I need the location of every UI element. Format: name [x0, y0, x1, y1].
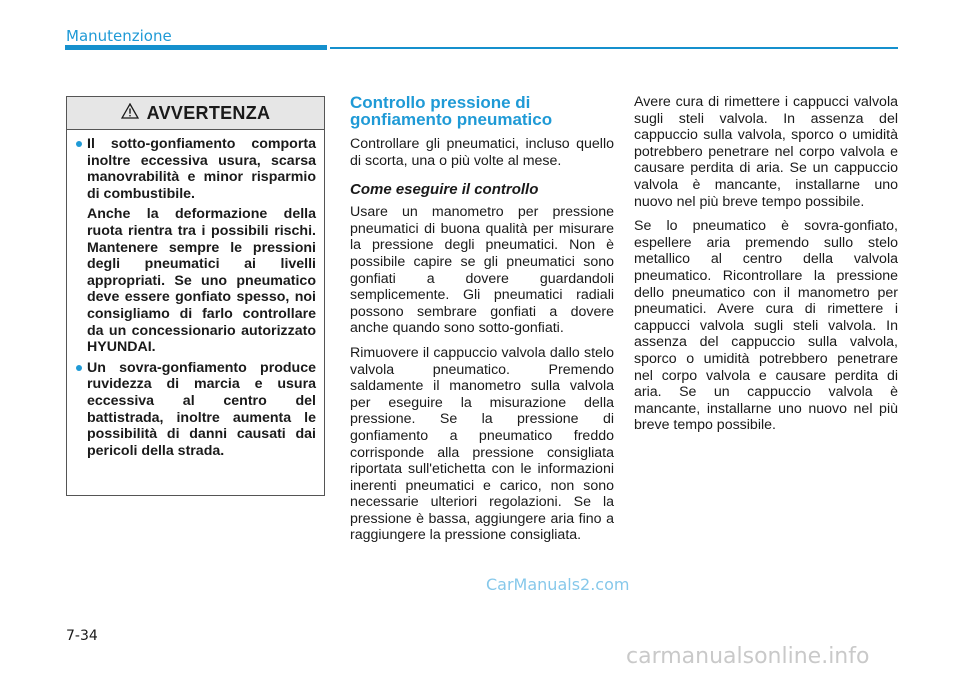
warning-item	[75, 136, 316, 356]
header-rule-thick	[65, 45, 327, 50]
body-paragraph: Controllare gli pneumatici, incluso quello di scorta, una o più volte al mese.	[350, 136, 614, 169]
bullet-icon	[76, 365, 82, 371]
header-rule-thin	[330, 47, 898, 49]
subheading: Come eseguire il controllo	[350, 181, 539, 199]
warning-box	[66, 96, 325, 496]
body-paragraph: Rimuovere il cappuccio valvola dallo stelo valvola pneumatico. Premendo saldamente il manometro sulla valvola per eseguire la misurazione della pressione. Se la pressione di gonfiamento a pneumatico freddo corrisponde alla pressione consigliata riportata sull'etichetta con le informazioni inerenti pneumatici e carico, non sono necessarie ulteriori regolazioni. Se la pressione è bassa, aggiungere aria fino a raggiungere la pressione consigliata.	[350, 344, 614, 544]
body-paragraph: Usare un manometro per pressione pneumatici di buona qualità per misurare la pressione degli pneumatici. Non è possibile capire se gli pneumatici sono gonfiati a dovere guardandoli semplicemente. Gli pneumatici radiali possono sembrare gonfiati a dovere anche quando sono sotto-gonfiati.	[350, 204, 614, 337]
warning-paragraph: Anche la deformazione della ruota rientra tra i possibili rischi. Mantenere sempre le pressioni degli pneumatici ai livelli appropriati. Se uno pneumatico deve essere gonfiato spesso, noi consigliamo di farlo controllare da un concessionario autorizzato HYUNDAI.	[87, 206, 316, 356]
section-title: Manutenzione	[66, 27, 172, 45]
section-heading: Controllo pressione di gonfiamento pneumatico	[350, 93, 553, 129]
body-paragraph: Avere cura di rimettere i cappucci valvola sugli steli valvola. In assenza del cappuccio sulla valvola, sporco o umidità potrebbero penetrare nel corpo valvola e causare perdita di aria. Se un cappuccio valvola è mancante, installarne uno nuovo nel più breve tempo possibile.	[634, 94, 898, 210]
warning-triangle-icon	[121, 103, 139, 124]
watermark-overlay: CarManuals2.com	[486, 575, 630, 594]
bullet-icon	[76, 141, 82, 147]
page-number: 7-34	[66, 628, 98, 644]
warning-paragraph: Il sotto-gonfiamento comporta inoltre eccessiva usura, scarsa manovrabilità e minor risparmio di combustibile.	[87, 136, 316, 202]
warning-body	[67, 130, 324, 459]
body-paragraph: Se lo pneumatico è sovra-gonfiato, espellere aria premendo sullo stelo metallico al centro della valvola pneumatico. Ricontrollare la pressione dello pneumatico con il manometro per pneumatici. Avere cura di rimettere i cappucci valvola sugli steli valvola. In assenza del cappuccio sulla valvola, sporco o umidità potrebbero penetrare nel corpo valvola e causare perdita di aria. Se un cappuccio valvola è mancante, installarne uno nuovo nel più breve tempo possibile.	[634, 218, 898, 434]
watermark-corner: carmanualsonline.info	[626, 644, 870, 669]
warning-header	[67, 97, 324, 130]
warning-title: AVVERTENZA	[146, 102, 271, 123]
warning-paragraph: Un sovra-gonfiamento produce ruvidezza di marcia e usura eccessiva al centro del battistrada, inoltre aumenta le possibilità di danni causati dai pericoli della strada.	[87, 359, 316, 459]
warning-item	[75, 360, 316, 460]
middle-column	[350, 94, 614, 552]
right-column	[634, 94, 898, 442]
